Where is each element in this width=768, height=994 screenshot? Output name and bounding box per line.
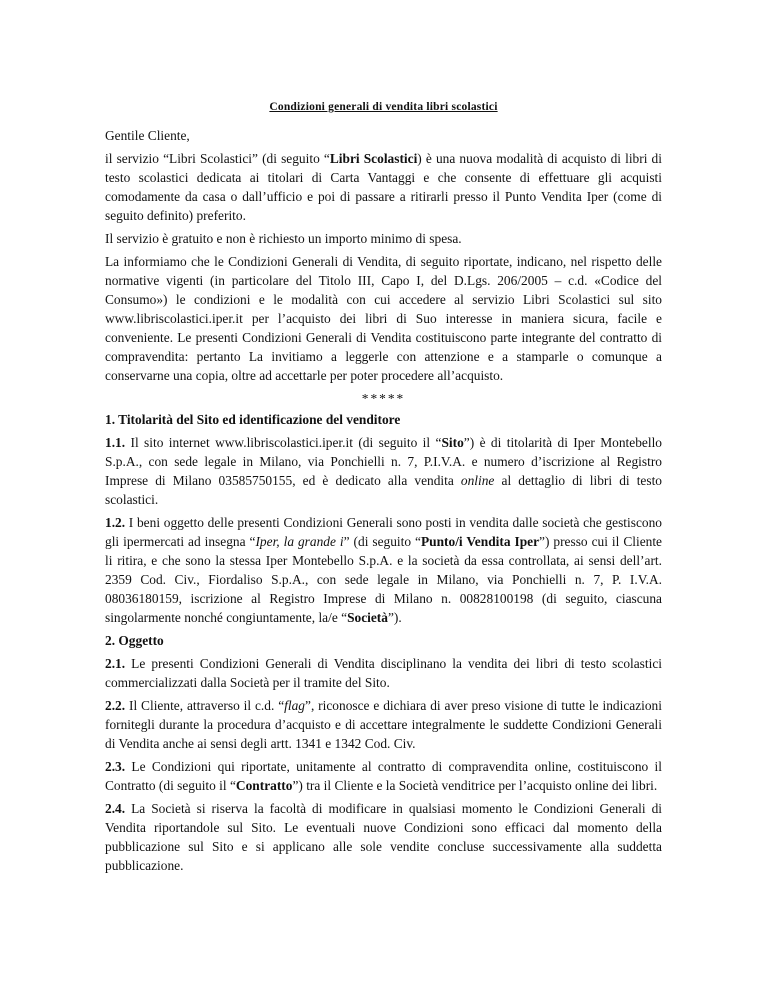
greeting: Gentile Cliente, bbox=[105, 128, 190, 143]
text-run: Le Condizioni qui riportate, unitamente al contratto di compravendita online, costituiscono il Contratto (di seguito il “ bbox=[105, 759, 662, 793]
text-run: ) è una nuova modalità di acquisto di libri di testo scolastici dedicata ai titolari di Carta Vantaggi e che consente di effettuare gli acquisti comodamente da casa o dall’ufficio e poi di passare a ritirarli presso il Punto Vendita Iper (come di seguito definito) preferito. bbox=[105, 151, 662, 223]
bold-term: Sito bbox=[441, 435, 464, 450]
clause-number: 2.3. bbox=[105, 759, 126, 774]
text-run: ”). bbox=[387, 610, 402, 625]
clause-2-4 bbox=[105, 799, 662, 875]
text-run: il servizio “Libri Scolastici” (di seguito “ bbox=[105, 151, 330, 166]
bold-term: Punto/i Vendita Iper bbox=[420, 534, 540, 549]
text-run: ”) è di titolarità di Iper Montebello S.p.A., con sede legale in Milano, via Ponchielli n. 7, P.I.V.A. e numero d’iscrizione al Registro Imprese di Milano 03585750155, ed è dedicato alla vendita bbox=[105, 435, 662, 488]
text-run: al dettaglio di libri di testo scolastici. bbox=[105, 473, 663, 507]
section-1-heading: 1. Titolarità del Sito ed identificazione del venditore bbox=[105, 412, 401, 427]
text-run: ” (di seguito “ bbox=[343, 534, 421, 549]
text-run: Il sito internet www.libriscolastici.iper.it (di seguito il “ bbox=[125, 435, 442, 450]
clause-2-2 bbox=[105, 696, 662, 753]
clause-number: 1.2. bbox=[105, 515, 126, 530]
text-run: I beni oggetto delle presenti Condizioni Generali sono posti in vendita dalle società che gestiscono gli ipermercati ad insegna “ bbox=[105, 515, 662, 549]
italic-term: Iper, la grande i bbox=[255, 534, 344, 549]
clause-2-1 bbox=[105, 654, 662, 692]
clause-1-1 bbox=[105, 433, 662, 509]
text-run: ”) tra il Cliente e la Società venditrice per l’acquisto online dei libri. bbox=[292, 778, 658, 793]
text-run: ”) presso cui il Cliente li ritira, e che sono la stessa Iper Montebello S.p.A. e la società da essa controllata, ai sensi dell’art. 2359 Cod. Civ., Fiordaliso S.p.A., con sede legale in Milano, via Ponchielli n. 7, P. I.V.A. 08036180159, iscrizione al Registro Imprese di Milano n. 00828100198 (di seguito, ciascuna singolarmente nonché congiuntamente, la/e “ bbox=[105, 534, 662, 625]
intro-paragraph-2: Il servizio è gratuito e non è richiesto un importo minimo di spesa. bbox=[105, 231, 462, 246]
clause-number: 2.1. bbox=[105, 656, 126, 671]
text-run: ”, riconosce e dichiara di aver preso visione di tutte le indicazioni fornitegli durante la procedura d’acquisto e di accettare integralmente le suddette Condizioni Generali di Vendita anche ai sensi degli artt. 1341 e 1342 Cod. Civ. bbox=[105, 698, 662, 751]
italic-term: flag bbox=[284, 698, 305, 713]
bold-term: Libri Scolastici bbox=[329, 151, 418, 166]
clause-2-3 bbox=[105, 757, 662, 795]
italic-term: online bbox=[460, 473, 495, 488]
section-2-heading: 2. Oggetto bbox=[105, 633, 164, 648]
intro-paragraph-3: La informiamo che le Condizioni Generali di Vendita, di seguito riportate, indicano, nel rispetto delle normative vigenti (in particolare del Titolo III, Capo I, del D.Lgs. 206/2005 – c.d. «Codice del Consumo») le condizioni e le modalità con cui accedere al servizio Libri Scolastici sul sito www.libriscolastici.iper.it per l’acquisto dei libri di Suo interesse in maniera sicura, facile e conveniente. Le presenti Condizioni Generali di Vendita costituiscono parte integrante del contratto di compravendita: pertanto La invitiamo a leggerle con attenzione e a stamparle o comunque a conservarne una copia, oltre ad accettarle per poter procedere all’acquisto. bbox=[105, 254, 662, 383]
text-run: La Società si riserva la facoltà di modificare in qualsiasi momento le Condizioni Generali di Vendita riportandole sul Sito. Le eventuali nuove Condizioni sono efficaci dal momento della pubblicazione sul Sito e si applicano alle sole vendite concluse successivamente alla suddetta pubblicazione. bbox=[105, 801, 662, 873]
text-run: Il Cliente, attraverso il c.d. “ bbox=[125, 698, 285, 713]
clause-number: 1.1. bbox=[105, 435, 126, 450]
section-separator: ***** bbox=[361, 391, 406, 406]
text-run: Le presenti Condizioni Generali di Vendita disciplinano la vendita dei libri di testo scolastici commercializzati dalla Società per il tramite del Sito. bbox=[105, 656, 662, 690]
clause-1-2 bbox=[105, 513, 662, 627]
clause-number: 2.2. bbox=[105, 698, 126, 713]
intro-paragraph-1 bbox=[105, 149, 662, 225]
bold-term: Società bbox=[347, 610, 388, 625]
document-title: Condizioni generali di vendita libri scolastici bbox=[269, 101, 498, 113]
bold-term: Contratto bbox=[235, 778, 293, 793]
clause-number: 2.4. bbox=[105, 801, 126, 816]
document-page bbox=[105, 98, 662, 879]
